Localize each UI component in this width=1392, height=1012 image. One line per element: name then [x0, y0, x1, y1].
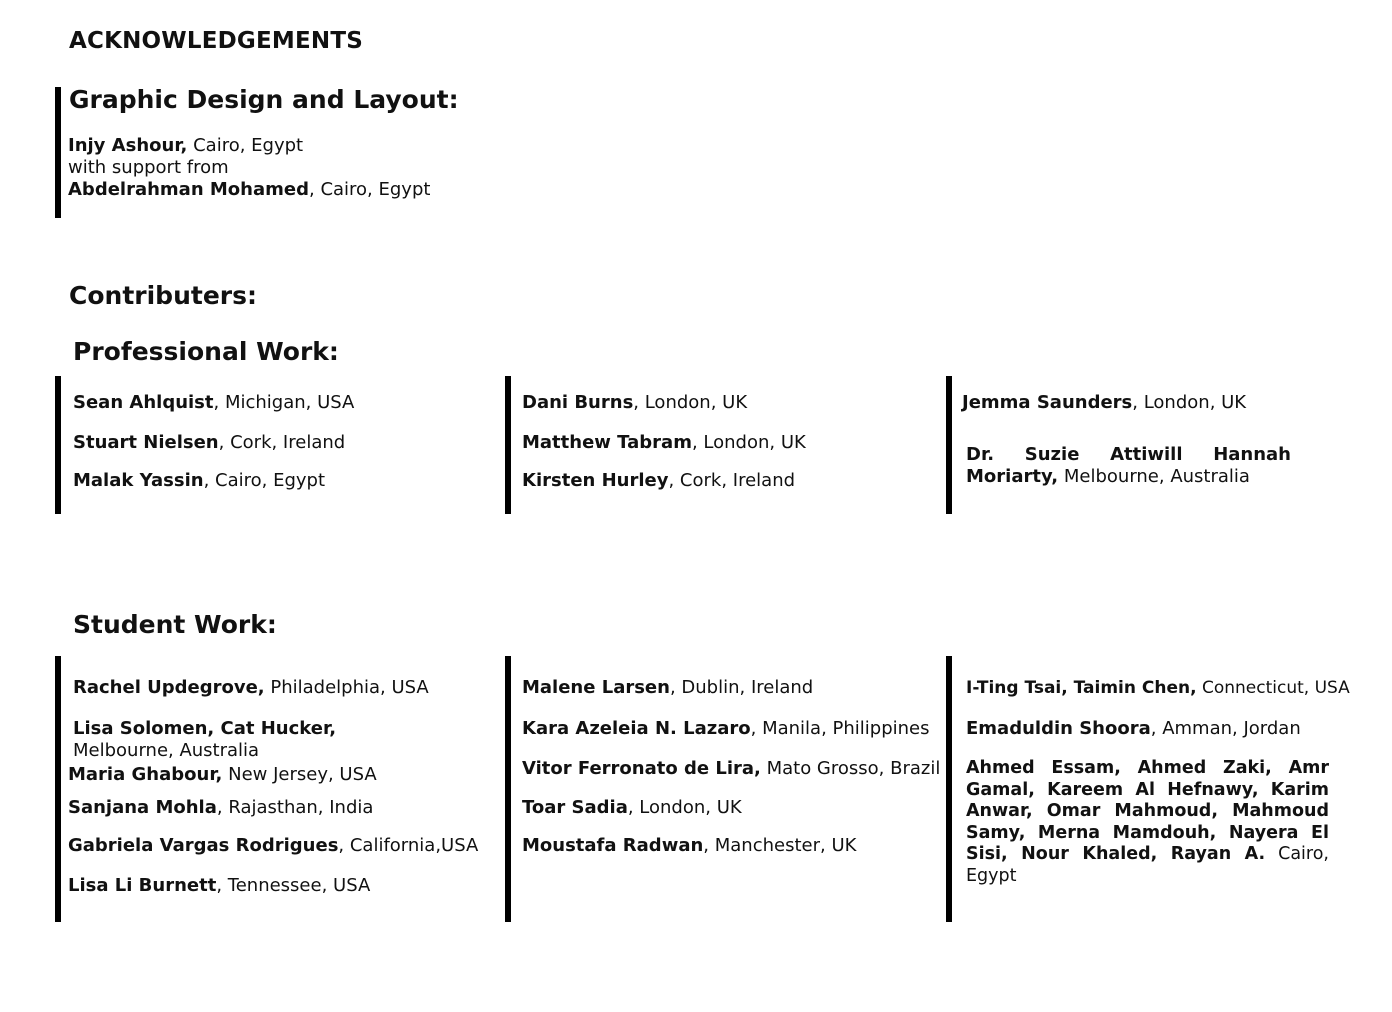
credit-name: Moustafa Radwan	[522, 835, 704, 856]
credit-place: Melbourne, Australia	[73, 740, 260, 761]
credit-entry	[68, 797, 373, 819]
credit-name: Emaduldin Shoora	[966, 718, 1151, 739]
section-bar-design	[55, 87, 61, 218]
credit-entry	[522, 718, 930, 740]
credit-place: Melbourne, Australia	[1058, 466, 1250, 487]
credit-name: Sanjana Mohla	[68, 797, 217, 818]
credit-name: Dani Burns	[522, 392, 634, 413]
credit-name: Vitor Ferronato de Lira,	[522, 758, 761, 779]
credit-entry	[962, 392, 1246, 414]
student-heading: Student Work:	[73, 610, 277, 639]
credit-place: , California,USA	[338, 835, 479, 856]
credit-place: , Dublin, Ireland	[669, 677, 814, 698]
credit-name: Rachel Updegrove,	[73, 677, 265, 698]
credit-place: , London, UK	[633, 392, 748, 413]
credit-place: , London, UK	[627, 797, 742, 818]
credit-entry	[68, 764, 377, 786]
credit-place: Connecticut, USA	[1196, 678, 1350, 698]
credit-name: Injy Ashour,	[68, 135, 188, 156]
professional-col3-bar	[946, 376, 952, 514]
design-heading: Graphic Design and Layout:	[69, 85, 459, 114]
credit-entry	[68, 835, 478, 857]
credit-name: Kara Azeleia N. Lazaro	[522, 718, 751, 739]
credit-entry	[966, 718, 1301, 740]
credit-name: Ahmed Essam, Ahmed Zaki, Amr Gamal, Kareem Al Hefnawy, Karim Anwar, Omar Mahmoud, Mahmoud Samy, Merna Mamdouh, Nayera El Sisi, Nour Khaled, Rayan A.	[966, 758, 1329, 864]
student-col2-bar	[505, 656, 511, 922]
credit-place: , Manila, Philippines	[750, 718, 930, 739]
student-col1-bar	[55, 656, 61, 922]
credit-place: , Cairo, Egypt	[309, 179, 431, 200]
credit-place: , Cork, Ireland	[218, 432, 346, 453]
credit-name: Malak Yassin	[73, 470, 204, 491]
credit-name: Gabriela Vargas Rodrigues	[68, 835, 339, 856]
credit-name: Stuart Nielsen	[73, 432, 219, 453]
credit-place: , Cairo, Egypt	[203, 470, 326, 491]
credit-place: Cairo, Egypt	[187, 135, 304, 156]
credit-entry	[966, 677, 1350, 699]
credit-name: Lisa Li Burnett	[68, 875, 217, 896]
design-credit-1	[68, 135, 303, 157]
design-credit-2	[68, 179, 430, 201]
credit-entry	[522, 835, 856, 857]
credit-name: Maria Ghabour,	[68, 764, 223, 785]
credit-entry	[522, 677, 813, 699]
student-col3-bar	[946, 656, 952, 922]
credit-name: Malene Larsen	[522, 677, 670, 698]
page-title: ACKNOWLEDGEMENTS	[69, 28, 364, 54]
credit-entry	[73, 432, 345, 454]
contributers-heading: Contributers:	[69, 281, 257, 310]
credit-place: , Michigan, USA	[213, 392, 355, 413]
credit-entry	[73, 470, 325, 492]
credit-place: , London, UK	[691, 432, 806, 453]
credit-entry	[73, 718, 423, 762]
credit-name: Matthew Tabram	[522, 432, 692, 453]
credit-entry	[522, 392, 747, 414]
credit-entry	[966, 758, 1329, 887]
credit-place: Cairo, Egypt	[966, 844, 1329, 886]
credit-name: Dr. Suzie Attiwill Hannah Moriarty,	[966, 444, 1291, 487]
credit-entry	[522, 797, 742, 819]
credit-entry	[522, 432, 806, 454]
credit-entry	[73, 392, 354, 414]
credit-name: Sean Ahlquist	[73, 392, 214, 413]
credit-place: , Tennessee, USA	[216, 875, 371, 896]
credit-place: Mato Grosso, Brazil	[760, 758, 941, 779]
credit-entry	[522, 470, 795, 492]
credit-name: Lisa Solomen, Cat Hucker,	[73, 718, 337, 739]
professional-col1-bar	[55, 376, 61, 514]
credit-entry	[522, 758, 940, 780]
credit-name: I-Ting Tsai, Taimin Chen,	[966, 678, 1197, 698]
credit-name: Kirsten Hurley	[522, 470, 669, 491]
professional-heading: Professional Work:	[73, 337, 339, 366]
credit-entry	[73, 677, 429, 699]
professional-col2-bar	[505, 376, 511, 514]
credit-place: , Rajasthan, India	[216, 797, 374, 818]
credit-place: , Cork, Ireland	[668, 470, 796, 491]
credit-name: Jemma Saunders	[962, 392, 1133, 413]
credit-place: Philadelphia, USA	[264, 677, 429, 698]
design-support-text: with support from	[68, 157, 229, 178]
credit-entry	[966, 444, 1291, 488]
credit-name: Abdelrahman Mohamed	[68, 179, 309, 200]
credit-entry	[68, 875, 370, 897]
credit-place: , Amman, Jordan	[1150, 718, 1301, 739]
credit-place: , Manchester, UK	[703, 835, 857, 856]
credit-name: Toar Sadia	[522, 797, 628, 818]
credit-place: , London, UK	[1132, 392, 1247, 413]
credit-place: New Jersey, USA	[222, 764, 377, 785]
